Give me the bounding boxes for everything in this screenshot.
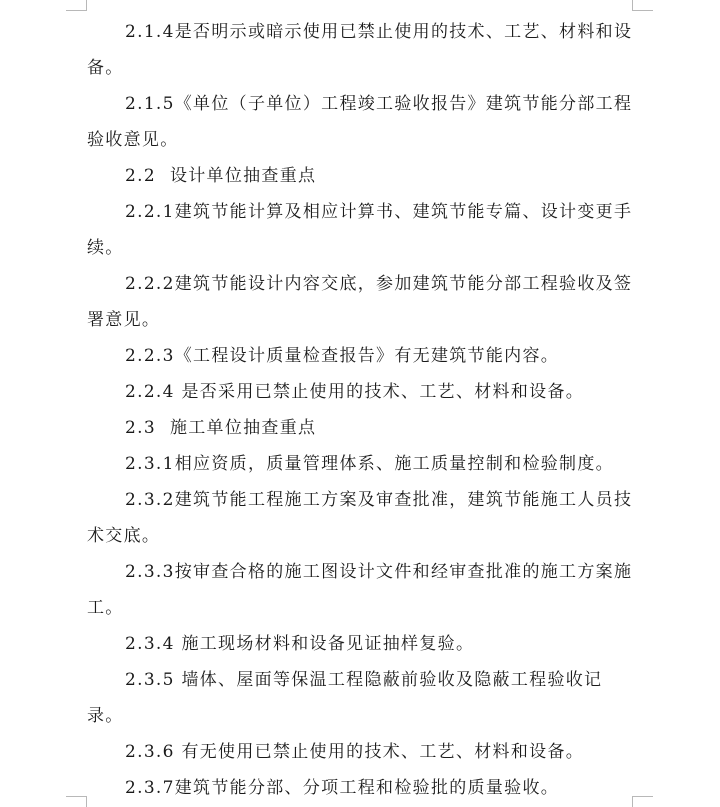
- page-corner-mark-top-right: [632, 0, 653, 11]
- paragraph-2-3-3: 2.3.3按审查合格的施工图设计文件和经审查批准的施工方案施工。: [87, 562, 633, 618]
- section-heading-2-3: [87, 410, 633, 446]
- paragraph-2-1-4: 2.1.4是否明示或暗示使用已禁止使用的技术、工艺、材料和设备。: [87, 22, 633, 78]
- page-corner-mark-bottom-right: [632, 796, 653, 807]
- paragraph-2-2-3: 2.2.3《工程设计质量检查报告》有无建筑节能内容。: [125, 346, 560, 366]
- paragraph-2-3-2: 2.3.2建筑节能工程施工方案及审查批准，建筑节能施工人员技术交底。: [87, 490, 633, 546]
- paragraph-2-3-4: 2.3.4 施工现场材料和设备见证抽样复验。: [125, 634, 475, 654]
- section-heading-2-2: [87, 158, 633, 194]
- page-corner-mark-bottom-left: [66, 796, 87, 807]
- paragraph-2-3-6: 2.3.6 有无使用已禁止使用的技术、工艺、材料和设备。: [125, 742, 585, 762]
- paragraph-2-3-5: 2.3.5 墙体、屋面等保温工程隐蔽前验收及隐蔽工程验收记录。: [87, 670, 603, 726]
- paragraph-2-2-1: 2.2.1建筑节能计算及相应计算书、建筑节能专篇、设计变更手续。: [87, 202, 633, 258]
- paragraph-2-2-2: 2.2.2建筑节能设计内容交底，参加建筑节能分部工程验收及签署意见。: [87, 274, 633, 330]
- document-body: [87, 14, 633, 806]
- paragraph-2-3-7: 2.3.7建筑节能分部、分项工程和检验批的质量验收。: [125, 778, 560, 798]
- section-title: 设计单位抽查重点: [169, 166, 317, 186]
- paragraph-2-3-1: 2.3.1相应资质，质量管理体系、施工质量控制和检验制度。: [125, 454, 614, 474]
- section-number: 2.2: [125, 166, 156, 186]
- section-title: 施工单位抽查重点: [169, 418, 317, 438]
- section-number: 2.3: [125, 418, 156, 438]
- paragraph-2-1-5: 2.1.5《单位（子单位）工程竣工验收报告》建筑节能分部工程验收意见。: [87, 94, 633, 150]
- page-corner-mark-top-left: [66, 0, 87, 11]
- paragraph-2-2-4: 2.2.4 是否采用已禁止使用的技术、工艺、材料和设备。: [125, 382, 585, 402]
